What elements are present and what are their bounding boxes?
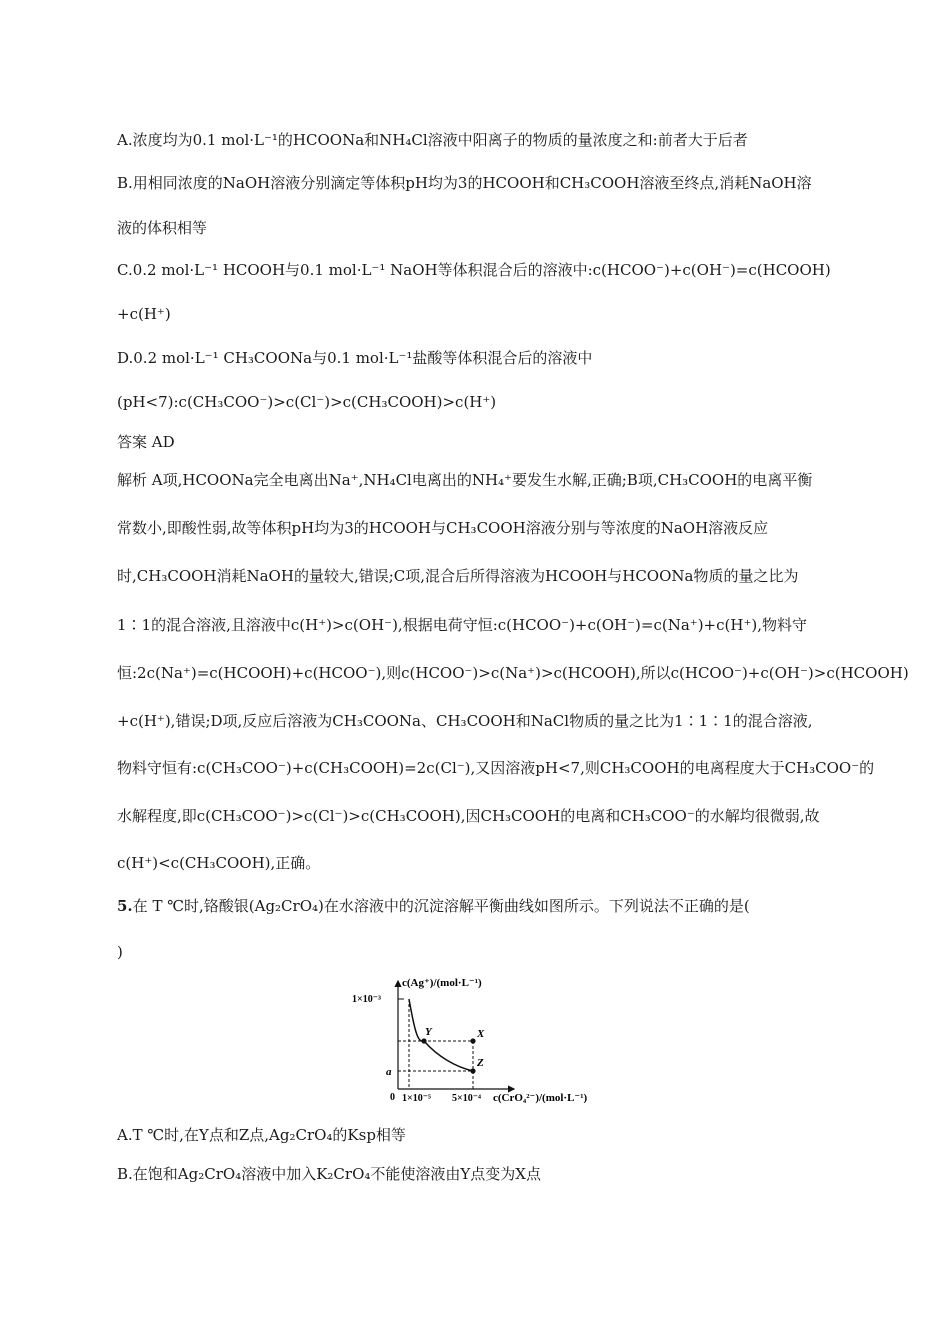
explanation-line: 恒:2c(Na⁺)=c(HCOOH)+c(HCOO⁻),则c(HCOO⁻)>c(Na⁺)>c(HCOOH),所以c(HCOO⁻)+c(OH⁻)>c(HCOOH) [117, 664, 909, 682]
explanation-line: 水解程度,即c(CH₃COO⁻)>c(Cl⁻)>c(CH₃COOH),因CH₃COOH的电离和CH₃COO⁻的水解均很微弱,故 [117, 807, 820, 825]
question-5-line1 [117, 896, 750, 916]
question-5-option-b: B.在饱和Ag₂CrO₄溶液中加入K₂CrO₄不能使溶液由Y点变为X点 [117, 1165, 541, 1183]
x-axis-label: c(CrO₄²⁻)/(mol·L⁻¹) [493, 1092, 588, 1104]
explanation-line: 1∶1的混合溶液,且溶液中c(H⁺)>c(OH⁻),根据电荷守恒:c(HCOO⁻)+c(OH⁻)=c(Na⁺)+c(H⁺),物料守 [117, 616, 807, 634]
explanation-line: c(H⁺)<c(CH₃COOH),正确。 [117, 854, 321, 872]
equilibrium-curve [409, 999, 473, 1071]
point-z-marker [470, 1068, 475, 1073]
option-a: A.浓度均为0.1 mol·L⁻¹的HCOONa和NH₄Cl溶液中阳离子的物质的量浓度之和:前者大于后者 [117, 131, 748, 149]
origin-label: 0 [390, 1092, 395, 1103]
answer: 答案 AD [117, 433, 175, 451]
explanation-line: 物料守恒有:c(CH₃COO⁻)+c(CH₃COOH)=2c(Cl⁻),又因溶液pH<7,则CH₃COOH的电离程度大于CH₃COO⁻的 [117, 759, 875, 777]
y-tick-a-label: a [386, 1066, 392, 1078]
y-tick-top-label: 1×10⁻³ [352, 994, 381, 1005]
question-5-line2: ) [117, 943, 123, 961]
option-c-line1: C.0.2 mol·L⁻¹ HCOOH与0.1 mol·L⁻¹ NaOH等体积混合后的溶液中:c(HCOO⁻)+c(OH⁻)=c(HCOOH) [117, 261, 831, 279]
y-axis-label: c(Ag⁺)/(mol·L⁻¹) [402, 977, 482, 989]
point-x-label: X [477, 1028, 485, 1040]
option-b-line1: B.用相同浓度的NaOH溶液分别滴定等体积pH均为3的HCOOH和CH₃COOH溶液至终点,消耗NaOH溶 [117, 174, 812, 192]
point-x-marker [470, 1038, 475, 1043]
x-tick-1-label: 1×10⁻⁵ [402, 1093, 431, 1104]
x-tick-2-label: 5×10⁻⁴ [452, 1093, 481, 1104]
point-y-label: Y [425, 1026, 432, 1038]
point-z-label: Z [477, 1057, 484, 1069]
option-c-line2: +c(H⁺) [117, 305, 171, 323]
explanation-line: +c(H⁺),错误;D项,反应后溶液为CH₃COONa、CH₃COOH和NaCl物质的量之比为1∶1∶1的混合溶液, [117, 712, 813, 730]
question-number: 5. [117, 897, 133, 915]
explanation-line: 时,CH₃COOH消耗NaOH的量较大,错误;C项,混合后所得溶液为HCOOH与HCOONa物质的量之比为 [117, 567, 799, 585]
option-b-line2: 液的体积相等 [117, 219, 208, 237]
option-d-line2: (pH<7):c(CH₃COO⁻)>c(Cl⁻)>c(CH₃COOH)>c(H⁺) [117, 393, 497, 411]
question-5-option-a: A.T ℃时,在Y点和Z点,Ag₂CrO₄的Ksp相等 [117, 1126, 406, 1144]
option-d-line1: D.0.2 mol·L⁻¹ CH₃COONa与0.1 mol·L⁻¹盐酸等体积混合后的溶液中 [117, 349, 593, 367]
point-y-marker [421, 1038, 426, 1043]
question-5-stem: 在 T ℃时,铬酸银(Ag₂CrO₄)在水溶液中的沉淀溶解平衡曲线如图所示。下列说法不正确的是( [132, 897, 750, 915]
solubility-curve-figure [338, 975, 608, 1110]
explanation-line: 常数小,即酸性弱,故等体积pH均为3的HCOOH与CH₃COOH溶液分别与等浓度的NaOH溶液反应 [117, 519, 769, 537]
explanation-line: 解析 A项,HCOONa完全电离出Na⁺,NH₄Cl电离出的NH₄⁺要发生水解,正确;B项,CH₃COOH的电离平衡 [117, 471, 813, 489]
